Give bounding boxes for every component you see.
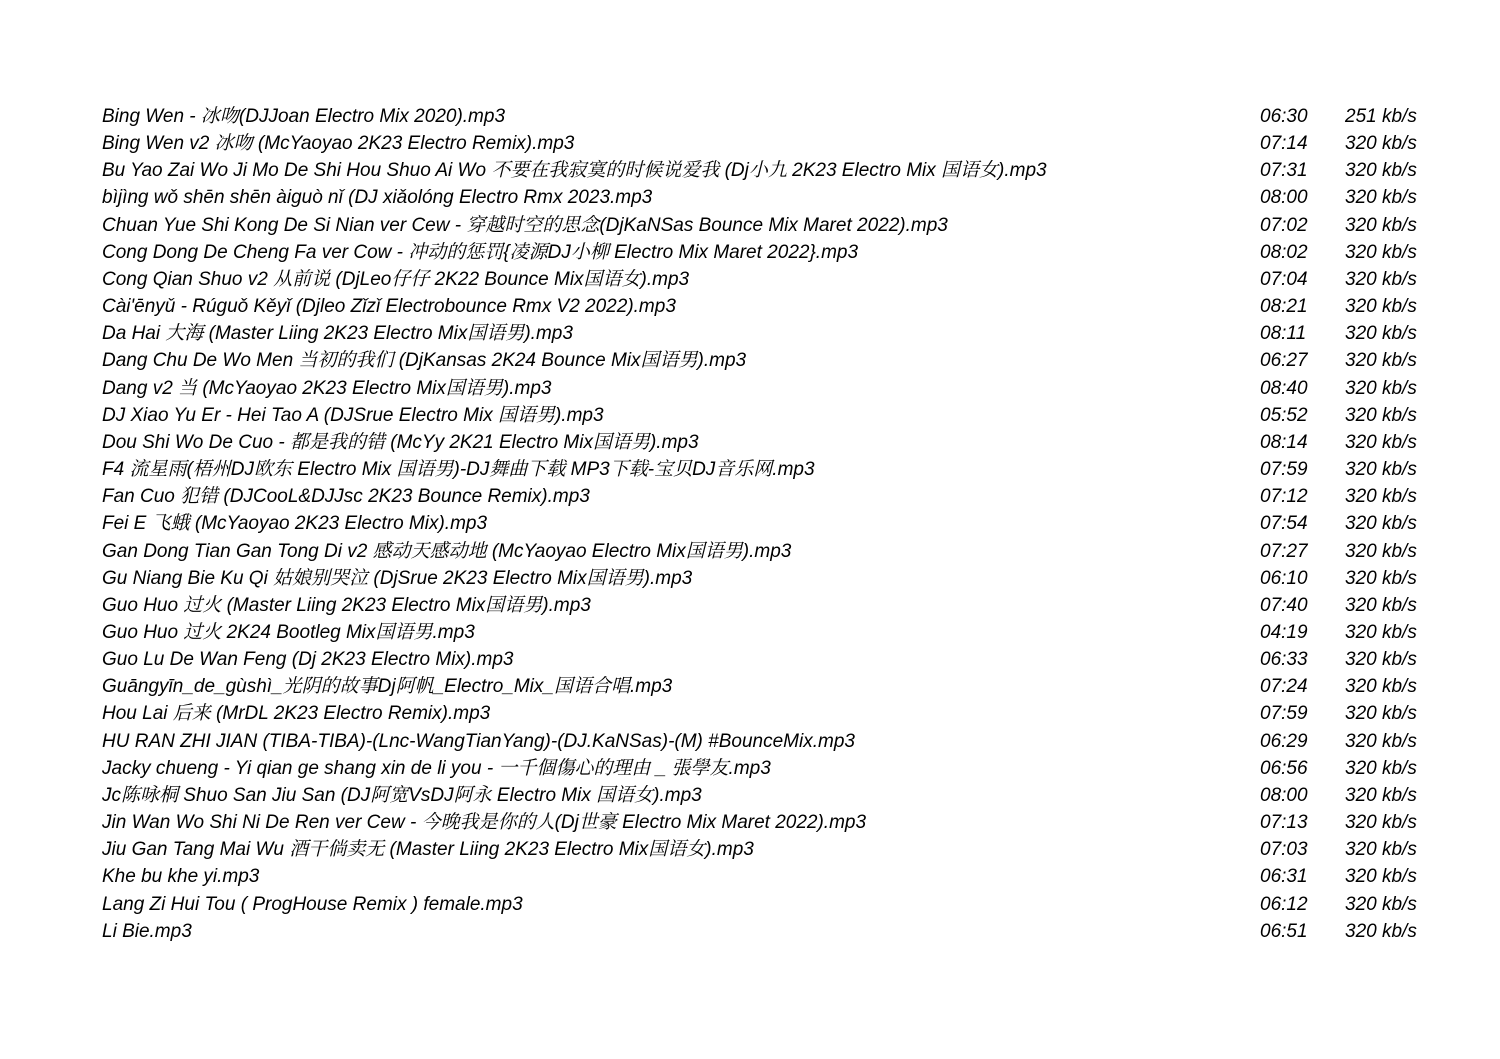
- track-row: [102, 429, 1432, 456]
- track-row: [102, 755, 1432, 782]
- track-row: [102, 402, 1432, 429]
- track-title: Hou Lai 后来 (MrDL 2K23 Electro Remix).mp3: [102, 703, 491, 725]
- track-bitrate: 320 kb/s: [1345, 676, 1417, 698]
- track-bitrate: 320 kb/s: [1345, 214, 1417, 236]
- track-title: Cong Dong De Cheng Fa ver Cow - 冲动的惩罚{凌源DJ小柳 Electro Mix Maret 2022}.mp3: [102, 241, 859, 263]
- track-duration: 07:02: [1260, 214, 1308, 236]
- track-title: DJ Xiao Yu Er - Hei Tao A (DJSrue Electro Mix 国语男).mp3: [102, 404, 604, 426]
- track-bitrate: 320 kb/s: [1345, 920, 1417, 942]
- track-row: [102, 538, 1432, 565]
- track-row: [102, 673, 1432, 700]
- track-duration: 07:31: [1260, 160, 1308, 182]
- track-row: [102, 836, 1432, 863]
- track-bitrate: 320 kb/s: [1345, 513, 1417, 535]
- track-bitrate: 320 kb/s: [1345, 133, 1417, 155]
- track-duration: 06:10: [1260, 567, 1308, 589]
- track-title: Cài'ēnyǔ - Rúguǒ Kěyǐ (Djleo Zǐzǐ Electrobounce Rmx V2 2022).mp3: [102, 296, 676, 318]
- track-row: [102, 918, 1432, 945]
- track-row: [102, 293, 1432, 320]
- track-bitrate: 320 kb/s: [1345, 540, 1417, 562]
- track-bitrate: 320 kb/s: [1345, 377, 1417, 399]
- track-row: [102, 239, 1432, 266]
- track-bitrate: 251 kb/s: [1345, 106, 1417, 127]
- track-bitrate: 320 kb/s: [1345, 404, 1417, 426]
- track-duration: 07:54: [1260, 513, 1308, 535]
- track-row: [102, 212, 1432, 239]
- track-duration: 08:14: [1260, 431, 1308, 453]
- track-row: [102, 320, 1432, 347]
- track-title: HU RAN ZHI JIAN (TIBA-TIBA)-(Lnc-WangTianYang)-(DJ.KaNSas)-(M) #BounceMix.mp3: [102, 730, 855, 752]
- track-row: [102, 347, 1432, 374]
- track-bitrate: 320 kb/s: [1345, 296, 1417, 318]
- track-row: [102, 700, 1432, 727]
- track-bitrate: 320 kb/s: [1345, 567, 1417, 589]
- track-row: [102, 103, 1432, 130]
- track-title: F4 流星雨(梧州DJ欧东 Electro Mix 国语男)-DJ舞曲下载 MP3下载-宝贝DJ音乐网.mp3: [102, 459, 815, 481]
- track-row: [102, 184, 1432, 211]
- track-title: Da Hai 大海 (Master Liing 2K23 Electro Mix国语男).mp3: [102, 323, 573, 345]
- track-row: [102, 456, 1432, 483]
- track-title: Guo Lu De Wan Feng (Dj 2K23 Electro Mix).mp3: [102, 649, 514, 671]
- track-bitrate: 320 kb/s: [1345, 703, 1417, 725]
- track-bitrate: 320 kb/s: [1345, 730, 1417, 752]
- track-duration: 06:33: [1260, 649, 1308, 671]
- track-title: Jacky chueng - Yi qian ge shang xin de li you - 一千個傷心的理由 _ 張學友.mp3: [102, 757, 771, 779]
- track-duration: 07:59: [1260, 703, 1308, 725]
- track-title: Bing Wen - 冰吻(DJJoan Electro Mix 2020).mp3: [102, 106, 506, 127]
- track-title: Lang Zi Hui Tou ( ProgHouse Remix ) female.mp3: [102, 893, 523, 915]
- track-title: Li Bie.mp3: [102, 920, 192, 942]
- track-bitrate: 320 kb/s: [1345, 241, 1417, 263]
- track-bitrate: 320 kb/s: [1345, 323, 1417, 345]
- track-list: [102, 103, 1432, 945]
- track-duration: 07:14: [1260, 133, 1308, 155]
- track-duration: 08:11: [1260, 323, 1307, 345]
- track-duration: 07:40: [1260, 594, 1308, 616]
- track-duration: 06:51: [1260, 920, 1308, 942]
- track-row: [102, 130, 1432, 157]
- track-row: [102, 809, 1432, 836]
- track-row: [102, 592, 1432, 619]
- track-row: [102, 483, 1432, 510]
- track-title: Jc陈咏桐 Shuo San Jiu San (DJ阿宽VsDJ阿永 Electro Mix 国语女).mp3: [102, 784, 702, 806]
- track-row: [102, 646, 1432, 673]
- track-bitrate: 320 kb/s: [1345, 893, 1417, 915]
- track-duration: 06:56: [1260, 757, 1308, 779]
- track-title: Fei E 飞蛾 (McYaoyao 2K23 Electro Mix).mp3: [102, 513, 488, 535]
- track-title: Dang Chu De Wo Men 当初的我们 (DjKansas 2K24 Bounce Mix国语男).mp3: [102, 350, 747, 372]
- track-duration: 04:19: [1260, 621, 1308, 643]
- track-duration: 06:12: [1260, 893, 1308, 915]
- track-row: [102, 375, 1432, 402]
- track-duration: 06:29: [1260, 730, 1308, 752]
- track-bitrate: 320 kb/s: [1345, 459, 1417, 481]
- track-bitrate: 320 kb/s: [1345, 839, 1417, 861]
- track-row: [102, 619, 1432, 646]
- track-title: Gu Niang Bie Ku Qi 姑娘别哭泣 (DjSrue 2K23 Electro Mix国语男).mp3: [102, 567, 693, 589]
- track-duration: 07:03: [1260, 839, 1308, 861]
- track-row: [102, 891, 1432, 918]
- track-title: Jiu Gan Tang Mai Wu 酒干倘卖无 (Master Liing 2K23 Electro Mix国语女).mp3: [102, 839, 754, 861]
- track-duration: 07:04: [1260, 268, 1308, 290]
- track-duration: 06:30: [1260, 106, 1308, 127]
- track-title: Guo Huo 过火 2K24 Bootleg Mix国语男.mp3: [102, 621, 475, 643]
- track-duration: 08:00: [1260, 784, 1308, 806]
- track-title: Guo Huo 过火 (Master Liing 2K23 Electro Mix国语男).mp3: [102, 594, 591, 616]
- track-bitrate: 320 kb/s: [1345, 187, 1417, 209]
- track-duration: 08:21: [1260, 296, 1308, 318]
- track-bitrate: 320 kb/s: [1345, 431, 1417, 453]
- track-title: Bu Yao Zai Wo Ji Mo De Shi Hou Shuo Ai Wo 不要在我寂寞的时候说爱我 (Dj小九 2K23 Electro Mix 国语女).mp3: [102, 160, 1047, 182]
- track-bitrate: 320 kb/s: [1345, 757, 1417, 779]
- track-title: Dang v2 当 (McYaoyao 2K23 Electro Mix国语男).mp3: [102, 377, 552, 399]
- track-title: Chuan Yue Shi Kong De Si Nian ver Cew - 穿越时空的思念(DjKaNSas Bounce Mix Maret 2022).mp3: [102, 214, 948, 236]
- track-title: Fan Cuo 犯错 (DJCooL&DJJsc 2K23 Bounce Remix).mp3: [102, 486, 590, 508]
- track-duration: 06:27: [1260, 350, 1308, 372]
- track-title: Jin Wan Wo Shi Ni De Ren ver Cew - 今晚我是你的人(Dj世豪 Electro Mix Maret 2022).mp3: [102, 812, 867, 834]
- track-duration: 07:13: [1260, 812, 1308, 834]
- track-bitrate: 320 kb/s: [1345, 812, 1417, 834]
- track-title: Gan Dong Tian Gan Tong Di v2 感动天感动地 (McYaoyao Electro Mix国语男).mp3: [102, 540, 792, 562]
- track-duration: 07:12: [1260, 486, 1308, 508]
- track-duration: 08:00: [1260, 187, 1308, 209]
- track-row: [102, 728, 1432, 755]
- track-duration: 08:40: [1260, 377, 1308, 399]
- track-bitrate: 320 kb/s: [1345, 784, 1417, 806]
- track-duration: 07:24: [1260, 676, 1308, 698]
- track-duration: 08:02: [1260, 241, 1308, 263]
- track-duration: 06:31: [1260, 866, 1308, 888]
- track-bitrate: 320 kb/s: [1345, 649, 1417, 671]
- track-title: Dou Shi Wo De Cuo - 都是我的错 (McYy 2K21 Electro Mix国语男).mp3: [102, 431, 699, 453]
- track-title: Bing Wen v2 冰吻 (McYaoyao 2K23 Electro Remix).mp3: [102, 133, 575, 155]
- track-row: [102, 157, 1432, 184]
- track-bitrate: 320 kb/s: [1345, 594, 1417, 616]
- track-row: [102, 782, 1432, 809]
- track-bitrate: 320 kb/s: [1345, 350, 1417, 372]
- track-bitrate: 320 kb/s: [1345, 866, 1417, 888]
- track-duration: 05:52: [1260, 404, 1308, 426]
- track-row: [102, 510, 1432, 537]
- track-title: bìjìng wǒ shēn shēn àiguò nǐ (DJ xiǎolóng Electro Rmx 2023.mp3: [102, 187, 653, 209]
- track-row: [102, 565, 1432, 592]
- track-bitrate: 320 kb/s: [1345, 160, 1417, 182]
- track-bitrate: 320 kb/s: [1345, 486, 1417, 508]
- track-duration: 07:27: [1260, 540, 1308, 562]
- track-bitrate: 320 kb/s: [1345, 621, 1417, 643]
- track-title: Guāngyīn_de_gùshì_光阴的故事Dj阿帆_Electro_Mix_国语合唱.mp3: [102, 676, 673, 698]
- track-title: Cong Qian Shuo v2 从前说 (DjLeo仔仔 2K22 Bounce Mix国语女).mp3: [102, 268, 690, 290]
- track-row: [102, 863, 1432, 890]
- track-bitrate: 320 kb/s: [1345, 268, 1417, 290]
- track-row: [102, 266, 1432, 293]
- track-title: Khe bu khe yi.mp3: [102, 866, 260, 888]
- track-duration: 07:59: [1260, 459, 1308, 481]
